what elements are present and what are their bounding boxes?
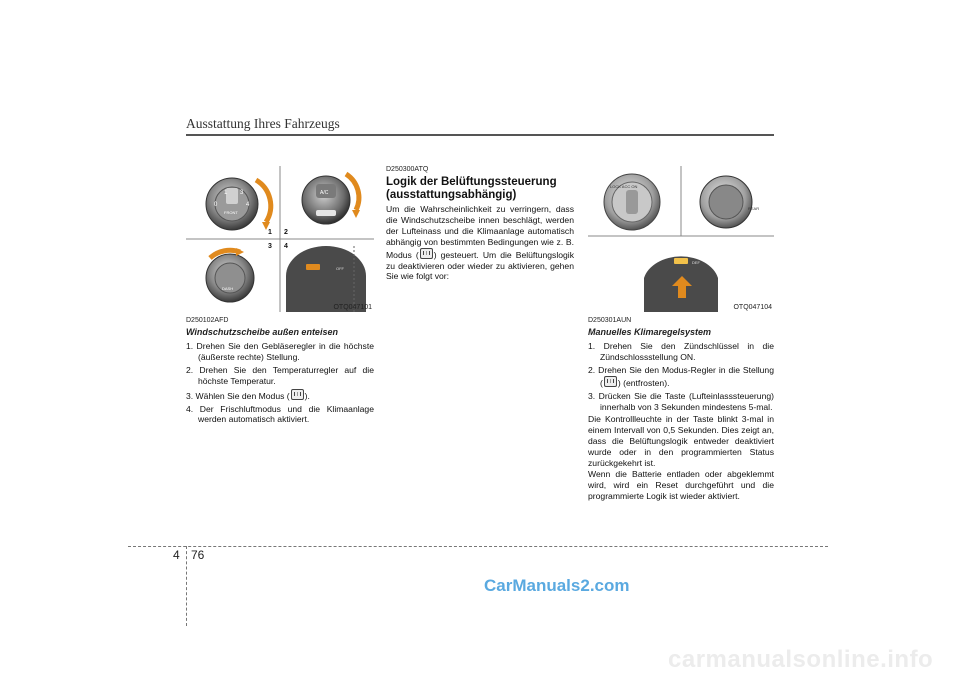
footer-dashed-rule — [128, 546, 828, 547]
middle-paragraph-prefix: Um die Wahrscheinlichkeit zu verringern, dass die Windschutzscheibe innen beschlägt, werden der Lufteinass und die Klimaanlage automatisch abhängig von bestimmten Bedingungen wie z. B. Modus ( — [386, 204, 574, 260]
right-text-block — [588, 341, 774, 502]
climate-control-illustration-right — [588, 166, 774, 312]
svg-text:REAR: REAR — [748, 206, 760, 211]
climate-control-illustration-left — [186, 166, 374, 312]
step-2: 2. Drehen Sie den Temperaturregler auf die höchste Temperatur. — [186, 364, 374, 386]
chapter-number: 4 — [173, 548, 180, 562]
svg-text:1: 1 — [224, 190, 228, 196]
subheading-manuelles: Manuelles Klimaregelsystem — [588, 327, 712, 337]
right-paragraph-2: Wenn die Batterie entladen oder abgeklemmt wird, wird ein Reset durchgeführt und die programmierte Logik ist wieder aktiviert. — [588, 468, 774, 501]
ignition-and-knob-svg — [588, 166, 774, 312]
image-code-left: OTQ047101 — [333, 304, 372, 311]
ignition-switch — [604, 174, 660, 230]
svg-text:LOCK ACC ON: LOCK ACC ON — [610, 184, 638, 189]
right-step-2 — [588, 365, 774, 389]
mode-knob — [206, 254, 254, 302]
section-code-middle: D250300ATQ — [386, 166, 429, 173]
svg-text:4: 4 — [246, 202, 250, 208]
middle-paragraph — [386, 204, 574, 282]
svg-text:DEF: DEF — [692, 260, 700, 265]
right-step-1: 1. Drehen Sie den Zündschlüssel in die Zündschlossstellung ON. — [588, 341, 774, 362]
site-watermark: CarManuals2.com — [484, 576, 630, 595]
step-1: 1. Drehen Sie den Gebläseregler in die höchste (äußerste rechte) Stellung. — [186, 341, 374, 362]
defrost-mode-icon — [604, 376, 617, 387]
temperature-knob — [302, 176, 350, 224]
section-code-left: D250102AFD — [186, 317, 229, 324]
callout-2: 2 — [284, 229, 288, 236]
svg-text:0: 0 — [214, 202, 218, 208]
right-paragraph-1: Die Kontrollleuchte in der Taste blinkt 3-mal in einem Intervall von 0,5 Sekunden. Dies zeigt an, dass die Belüftungslogik entweder deaktiviert wurde oder in den programmierten Status zurückgekehrt ist. — [588, 414, 774, 469]
fan-speed-knob — [206, 178, 258, 230]
middle-paragraph-suffix: ) gesteuert. Um die Belüftungslogik zu deaktivieren oder wieder zu aktivieren, gehen Sie wie folgt vor: — [386, 249, 574, 282]
callout-4: 4 — [284, 243, 288, 250]
svg-text:OFF: OFF — [336, 266, 344, 271]
footer-vertical-rule — [186, 546, 187, 626]
climate-knobs-svg — [186, 166, 374, 312]
section-code-right: D250301AUN — [588, 317, 632, 324]
page-header-title: Ausstattung Ihres Fahrzeugs — [186, 116, 340, 131]
svg-text:3: 3 — [240, 190, 244, 196]
step-4: 4. Der Frischluftmodus und die Klimaanlage werden automatisch aktiviert. — [186, 403, 374, 425]
svg-text:FRONT: FRONT — [224, 210, 238, 215]
callout-1: 1 — [268, 229, 272, 236]
right-step-2-suffix: ) (entfrosten). — [617, 377, 670, 388]
page-number: 76 — [191, 548, 205, 562]
svg-text:A/C: A/C — [320, 190, 329, 196]
step-3 — [186, 389, 374, 402]
defrost-mode-icon — [291, 389, 304, 400]
step-3-text: 3. Wählen Sie den Modus ( — [186, 390, 290, 401]
image-code-right: OTQ047104 — [733, 304, 772, 311]
right-step-3: 3. Drücken Sie die Taste (Lufteinlasssteuerung) innerhalb von 3 Sekunden mindestens 5-mal. — [588, 390, 774, 412]
header-rule — [186, 134, 774, 136]
callout-3: 3 — [268, 243, 272, 250]
steps-list-left — [186, 341, 374, 427]
svg-text:DASH: DASH — [222, 286, 234, 291]
section-title-belueftung: Logik der Belüftungssteuerung (ausstattungsabhängig) — [386, 176, 557, 201]
steps-list-right — [588, 341, 774, 412]
subheading-windschutzscheibe: Windschutzscheibe außen enteisen — [186, 327, 338, 337]
bottom-watermark: carmanualsonline.info — [668, 646, 934, 673]
right-step-2-prefix: 2. Drehen Sie den Modus-Regler in die Stellung ( — [588, 364, 774, 388]
step-3-suffix: ). — [304, 390, 310, 401]
defrost-mode-icon — [420, 248, 433, 259]
recirculation-button-dome — [644, 256, 718, 312]
